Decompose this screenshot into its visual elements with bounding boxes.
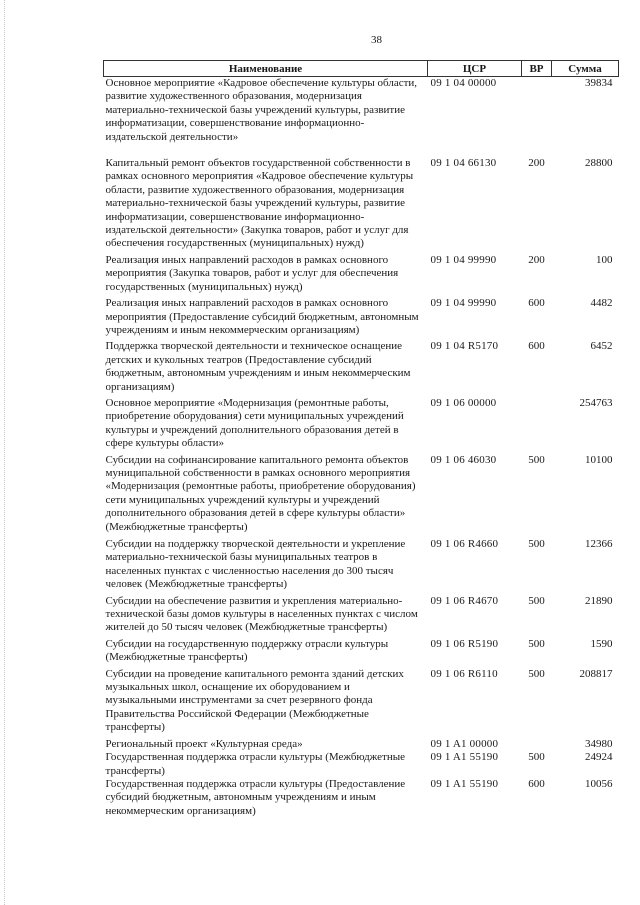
header-name: Наименование (104, 61, 428, 77)
row-name: Субсидии на государственную поддержку отрасли культуры (Межбюджетные трансферты) (105, 637, 389, 664)
header-vr: ВР (522, 61, 552, 77)
row-csr: 09 1 04 66130 (430, 157, 497, 170)
row-name: Субсидии на софинансирование капитального ремонта объектов муниципальной собственности в рамках основного мероприятия «Модернизация (ремонтные работы, приобретение оборудования) сети муниципальных учреждений культуры и учреждений дополнительного образования детей в сфере культуры области» (Межбюджетные трансферты) (105, 453, 416, 533)
row-vr: 500 (528, 538, 545, 550)
row-sum: 10056 (585, 777, 613, 790)
row-csr: 09 1 06 46030 (430, 453, 497, 466)
row-vr (522, 397, 552, 454)
row-vr: 500 (528, 453, 545, 466)
row-name: Основное мероприятие «Кадровое обеспечение культуры области, развитие художественного образования, модернизация материально-технической базы учреждений культуры, развитие информатизации, совершенствование информационно-издательской деятельности» (105, 77, 418, 143)
row-name: Реализация иных направлений расходов в рамках основного мероприятия (Предоставление субсидий бюджетным, автономным учреждениям и иным некоммерческим организациям) (105, 297, 419, 336)
table-row (104, 157, 619, 254)
row-vr: 600 (528, 297, 545, 310)
row-sum: 24924 (585, 751, 613, 764)
row-name: Субсидии на поддержку творческой деятельности и укрепление материально-технической базы муниципальных театров в населенных пунктах с численностью населения до 300 тысяч человек (Межбюджетные трансферты) (105, 538, 406, 591)
row-csr: 09 1 04 99990 (430, 297, 497, 310)
row-vr: 500 (528, 667, 545, 680)
header-csr: ЦСР (428, 61, 522, 77)
table-row (104, 297, 619, 340)
row-name: Основное мероприятие «Модернизация (ремонтные работы, приобретение оборудования) сети муниципальных учреждений культуры и учреждений дополнительного образования детей в сфере культуры области» (105, 396, 404, 450)
row-sum: 34980 (585, 737, 613, 750)
row-csr: 09 1 06 R4670 (430, 594, 499, 607)
row-vr (522, 738, 552, 751)
row-csr: 09 1 A1 00000 (430, 737, 499, 750)
row-csr: 09 1 06 R4660 (430, 538, 499, 550)
row-sum: 6452 (590, 340, 613, 353)
table-row (104, 638, 619, 668)
table-row (104, 77, 619, 158)
row-name: Государственная поддержка отрасли культуры (Межбюджетные трансферты) (105, 751, 405, 777)
row-sum: 28800 (585, 157, 613, 170)
table-row (104, 254, 619, 297)
table-row (104, 668, 619, 738)
row-csr: 09 1 06 00000 (430, 396, 497, 409)
row-vr: 600 (528, 340, 545, 353)
table-row (104, 738, 619, 751)
table-row (104, 454, 619, 538)
row-sum: 254763 (579, 396, 613, 409)
row-sum: 21890 (585, 594, 613, 607)
row-sum: 100 (596, 253, 613, 266)
table-row (104, 340, 619, 397)
row-vr: 500 (528, 751, 545, 764)
table-header-row (104, 61, 619, 77)
row-csr: 09 1 04 R5170 (430, 340, 499, 353)
page-number: 38 (371, 34, 382, 46)
row-sum: 39834 (585, 77, 613, 89)
table-row (104, 538, 619, 595)
row-sum: 12366 (585, 538, 613, 550)
row-csr: 09 1 04 99990 (430, 253, 497, 266)
table-row (104, 751, 619, 778)
scan-edge (4, 0, 6, 905)
row-name: Реализация иных направлений расходов в рамках основного мероприятия (Закупка товаров, работ и услуг для обеспечения государственных (муниципальных) нужд) (105, 253, 399, 293)
row-vr (522, 77, 552, 158)
row-name: Государственная поддержка отрасли культуры (Предоставление субсидий бюджетным, автономным учреждениям и иным некоммерческим организациям) (105, 777, 406, 817)
row-csr: 09 1 A1 55190 (430, 751, 499, 764)
header-sum: Сумма (552, 61, 619, 77)
row-sum: 4482 (590, 297, 613, 310)
row-sum: 208817 (579, 667, 613, 680)
row-csr: 09 1 A1 55190 (430, 777, 499, 790)
row-vr: 500 (528, 594, 545, 607)
row-name: Региональный проект «Культурная среда» (105, 737, 303, 750)
row-vr: 500 (528, 637, 545, 650)
table-row (104, 778, 619, 818)
table-row (104, 397, 619, 454)
row-name: Субсидии на проведение капитального ремонта зданий детских музыкальных школ, оснащение их оборудованием и музыкальными инструментами за счет резервного фонда Правительства Российской Федерации (Межбюджетные трансферты) (105, 667, 404, 734)
row-name: Субсидии на обеспечение развития и укрепления материально-технической базы домов культуры в населенных пунктах с числом жителей до 50 тысяч человек (Межбюджетные трансферты) (105, 594, 418, 634)
table-row (104, 595, 619, 638)
row-sum: 1590 (590, 637, 613, 650)
row-vr: 200 (528, 253, 545, 266)
row-vr: 200 (528, 157, 545, 170)
row-csr: 09 1 06 R5190 (430, 637, 499, 650)
row-name: Поддержка творческой деятельности и техническое оснащение детских и кукольных театров (Предоставление субсидий бюджетным, автономным учреждениям и иным некоммерческим организациям) (105, 340, 411, 393)
row-csr: 09 1 04 00000 (430, 77, 497, 89)
row-csr: 09 1 06 R6110 (430, 667, 498, 680)
row-name: Капитальный ремонт объектов государственной собственности в рамках основного мероприятия «Кадровое обеспечение культуры области, развитие художественного образования, модернизация материально-технической базы учреждений культуры, развитие информатизации, совершенствование информационно-издательской деятельности» (Закупка товаров, работ и услуг для обеспечения государственных (муниципальных) нужд) (105, 157, 414, 250)
row-sum: 10100 (585, 453, 613, 466)
budget-table (103, 60, 619, 818)
row-vr: 600 (528, 777, 545, 790)
